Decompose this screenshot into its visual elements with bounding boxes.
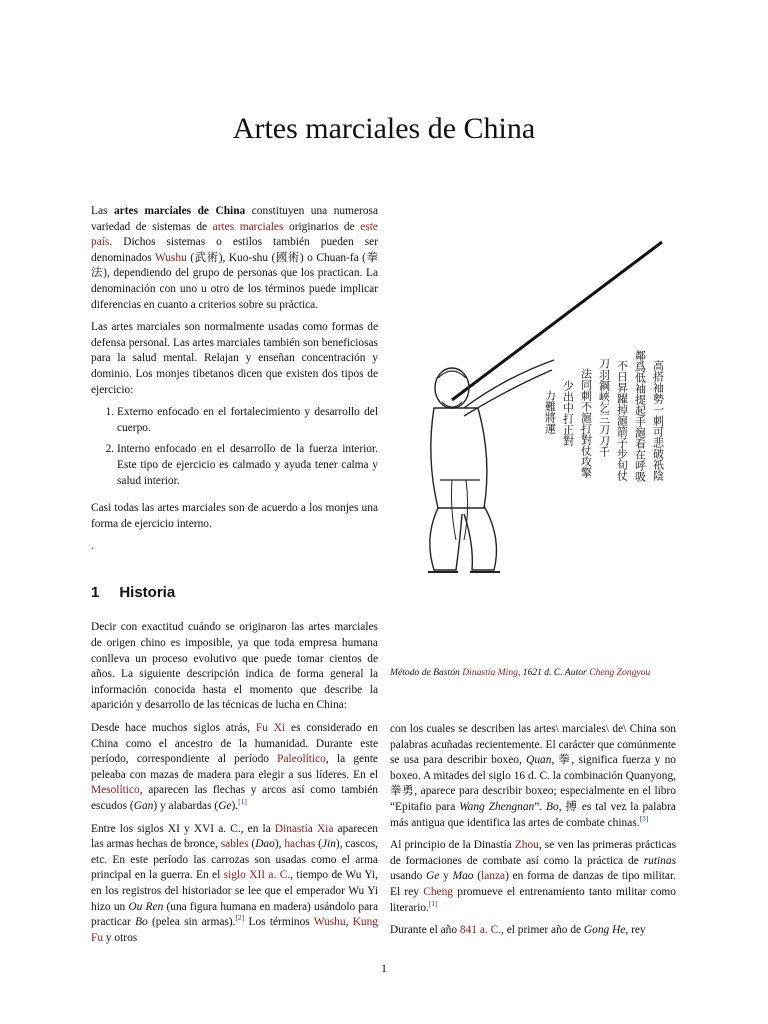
- italic-term: Ge: [426, 870, 440, 883]
- italic-term: Gan: [133, 800, 154, 812]
- wiki-link[interactable]: 841 a. C.: [459, 924, 502, 937]
- italic-term: Gong He: [583, 924, 626, 937]
- history-paragraph-4: con los cuales se describen las artes\ marciales\ de\ China son palabras acuñadas recientemente. El carácter que comúnmente se usa para describir boxeo, Quan, 拳, significa fuerza y no boxeo. A mitades del siglo 16 d. C. la combinación Quanyong, 拳勇, aparece para describir boxeo; especialmente en el libro “Epitafio para Wang Zhengnan”. Bo, 搏 es tal vez la palabra más antigua que identifica las artes de combate chinas.[3]: [390, 723, 676, 829]
- calligraphy-column: 法同刺不滬打對仗攻擎: [579, 368, 593, 478]
- page-title: Artes marciales de China: [232, 112, 536, 145]
- figure-staff-method-illustration: [390, 240, 676, 650]
- section-title: Historia: [119, 583, 176, 601]
- wiki-link[interactable]: Kung Fu: [91, 916, 378, 944]
- wiki-link[interactable]: siglo XII a. C.: [223, 869, 291, 882]
- citation-link[interactable]: [1]: [238, 797, 247, 807]
- italic-term: Dao: [255, 838, 275, 851]
- bold-term: artes marciales de China: [113, 205, 246, 217]
- italic-term: Quan: [526, 754, 552, 767]
- wiki-link[interactable]: Wushu: [313, 916, 346, 929]
- wiki-link[interactable]: Zhou: [514, 839, 539, 852]
- calligraphy-column: 少出中打正對: [561, 380, 575, 446]
- italic-term: Bo: [135, 916, 148, 929]
- figure-caption: Método de Bastón Dinastía Ming, 1621 d. C. Autor Cheng Zongyou: [390, 667, 651, 678]
- wiki-link[interactable]: este país: [91, 220, 378, 249]
- chinese-calligraphy: [544, 349, 665, 482]
- wiki-link[interactable]: Mesolítico: [91, 784, 140, 797]
- figure-robe: [431, 408, 487, 508]
- wiki-link[interactable]: Fu Xi: [255, 722, 286, 735]
- wiki-link[interactable]: hachas: [284, 838, 316, 851]
- wiki-link[interactable]: artes marciales: [212, 220, 284, 233]
- intro-paragraph-2: Las artes marciales son normalmente usadas como formas de defensa personal. Las artes marciales también son beneficiosas para la salud mental. Relajan y enseñan concentración y dominio. Los monjes tibetanos dicen que existen dos tipos de ejercicio:: [91, 321, 378, 396]
- history-paragraph-2: Desde hace muchos siglos atrás, Fu Xi es considerado en China como el ancestro de la humanidad. Durante este período, correspondiente al período Paleolítico, la gente peleaba con mazas de madera para elegir a sus líderes. En el Mesolítico, aparecen las flechas y arcos así como también escudos (Gan) y alabardas (Ge).[1]: [91, 722, 378, 812]
- figure-head: [435, 368, 469, 408]
- italic-term: Jin: [321, 838, 336, 851]
- stray-dot: .: [91, 540, 94, 553]
- calligraphy-column: 刀羽鋼峽乞三刀刀千: [597, 358, 611, 457]
- citation-link[interactable]: [1]: [428, 898, 438, 908]
- wiki-link[interactable]: Wushu: [155, 251, 187, 264]
- calligraphy-column: 力難將運: [543, 390, 557, 434]
- left-column: [91, 204, 378, 953]
- history-paragraph-1: Decir con exactitud cuándo se originaron las artes marciales de origen chino es imposible, ya que toda empresa humana conlleva un proceso evolutivo que puede tomar cientos de años. La siguiente descripción indica de forma general la información conocida hasta el momento que describe la aparición y desarrollo de las técnicas de lucha en China:: [91, 621, 378, 712]
- calligraphy-column: 不日昇躍掉滬箭子步旬仗: [615, 360, 629, 481]
- history-paragraph-5: Al principio de la Dinastía Zhou, se ven las primeras prácticas de formaciones de combate así como la práctica de rutinas usando Ge y Mao (lanza) en forma de danzas de tipo militar. El rey Cheng promueve el entrenamiento tanto militar como literario.[1]: [390, 839, 677, 914]
- italic-term: Ou Ren: [128, 900, 164, 913]
- list-item: 2. Interno enfocado en el desarrollo de la fuerza interior. Este tipo de ejercicio es calmado y ayuda tener calma y salud interior.: [117, 442, 378, 489]
- italic-term: Mao: [452, 870, 474, 883]
- section-number: 1: [91, 583, 100, 601]
- wiki-link[interactable]: Dinastía Ming: [462, 667, 518, 678]
- wiki-link[interactable]: lanza: [481, 870, 506, 883]
- wiki-link[interactable]: Paleolítico: [277, 753, 326, 766]
- wiki-link[interactable]: Dinastía Xia: [274, 822, 334, 835]
- page-number: 1: [381, 961, 387, 975]
- citation-link[interactable]: [3]: [639, 813, 649, 823]
- italic-term: Bo: [546, 800, 559, 813]
- intro-paragraph-3: Casi todas las artes marciales son de acuerdo a los monjes una forma de ejercicio interno.: [91, 502, 378, 530]
- citation-link[interactable]: [2]: [235, 913, 245, 923]
- italic-term: Wang Zhengnan: [459, 800, 535, 813]
- wiki-link[interactable]: Cheng Zongyou: [589, 667, 651, 678]
- staff-line: [452, 242, 662, 400]
- martial-artist-drawing: [390, 240, 676, 650]
- intro-paragraph-1: Las artes marciales de China constituyen una numerosa variedad de sistemas de artes marciales originarios de este país. Dichos sistemas o estilos también pueden ser denominados Wushu (武術), Kuo-shu (國術) o Chuan-fa (拳法), dependiendo del grupo de personas que los practican. La denominación con uno u otro de los términos puede implicar diferencias en cuanto a criterios sobre su práctica.: [91, 205, 378, 311]
- italic-term: rutinas: [643, 854, 676, 867]
- section-heading-historia: [91, 585, 378, 601]
- exercise-type-list: [91, 405, 378, 489]
- history-paragraph-3: Entre los siglos XI y XVI a. C., en la Dinastía Xia aparecen las armas hechas de bronce, sables (Dao), hachas (Jin), cascos, etc. En este período las carrozas son usadas como el arma principal en la guerra. En el siglo XII a. C., tiempo de Wu Yi, en los registros del historiador se lee que el emperador Wu Yi hizo un Ou Ren (una figura humana en madera) usándolo para practicar Bo (pelea sin armas).[2] Los términos Wushu, Kung Fu y otros: [91, 822, 378, 944]
- calligraphy-column: 高搭袖勢一刺可悲破祇陰: [651, 360, 665, 481]
- list-item: 1. Externo enfocado en el fortalecimiento y desarrollo del cuerpo.: [117, 405, 378, 436]
- wiki-link[interactable]: sables: [220, 838, 249, 851]
- italic-term: Ge: [218, 800, 232, 812]
- right-column: [390, 722, 676, 946]
- calligraphy-column: 鄰爲低袖提起手滬看在呼吸: [633, 350, 647, 482]
- history-paragraph-6: Durante el año 841 a. C., el primer año de Gong He, rey: [390, 924, 646, 937]
- wiki-link[interactable]: Cheng: [423, 885, 453, 898]
